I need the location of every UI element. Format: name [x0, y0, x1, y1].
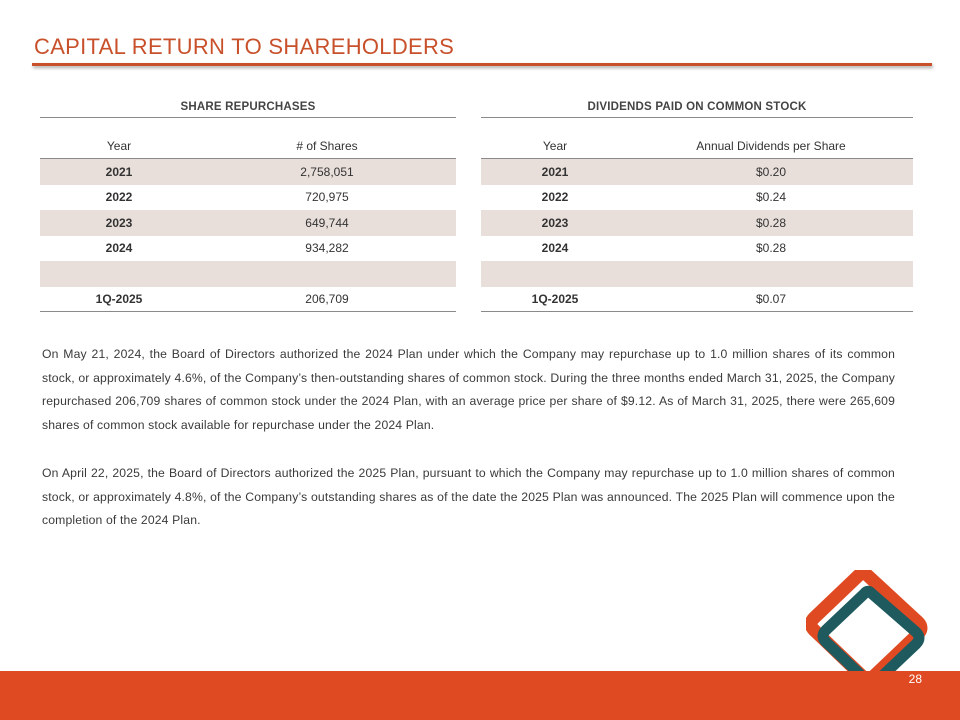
row-year: 2022	[105, 190, 133, 205]
table-row	[481, 236, 913, 262]
row-shares: 206,709	[305, 291, 349, 306]
page-number: 28	[908, 672, 922, 686]
table-header	[40, 118, 456, 159]
row-year: 2023	[541, 215, 569, 230]
column-header-year: Year	[542, 139, 568, 153]
table-title: DIVIDENDS PAID ON COMMON STOCK	[481, 96, 913, 118]
table-row	[40, 185, 456, 211]
row-shares: 649,744	[305, 215, 349, 230]
row-year: 2023	[105, 215, 133, 230]
table-row	[481, 210, 913, 236]
row-year: 2022	[541, 190, 569, 205]
row-shares: 720,975	[305, 190, 349, 205]
table-row	[481, 287, 913, 313]
column-header-dividends: Annual Dividends per Share	[696, 139, 846, 153]
row-year: 2021	[105, 164, 133, 179]
row-year: 1Q-2025	[95, 291, 143, 306]
body-paragraph: On April 22, 2025, the Board of Directors authorized the 2025 Plan, pursuant to which the Company may repurchase up to 1.0 million shares of common stock, or approximately 4.8%, of the Company’s outstanding shares as of the date the 2025 Plan was announced. The 2025 Plan will commence upon the completion of the 2024 Plan.	[42, 466, 895, 527]
table-row	[40, 210, 456, 236]
row-year: 2024	[105, 241, 133, 256]
table-header	[481, 118, 913, 159]
row-shares: 2,758,051	[300, 164, 354, 179]
row-dividend: $0.20	[755, 164, 787, 179]
column-header-shares: # of Shares	[296, 139, 358, 153]
title-divider	[32, 63, 932, 66]
row-year: 2024	[541, 241, 569, 256]
footer-bar	[0, 671, 960, 720]
table-row-spacer	[40, 261, 456, 287]
table-row	[40, 236, 456, 262]
dividends-table	[481, 96, 913, 312]
row-dividend: $0.24	[755, 190, 787, 205]
table-title: SHARE REPURCHASES	[40, 96, 456, 118]
row-year: 2021	[541, 164, 569, 179]
table-row-spacer	[481, 261, 913, 287]
page-title: CAPITAL RETURN TO SHAREHOLDERS	[34, 34, 455, 59]
table-row	[481, 159, 913, 185]
row-shares: 934,282	[305, 241, 349, 256]
share-repurchases-table	[40, 96, 456, 312]
table-row	[40, 159, 456, 185]
column-header-year: Year	[106, 139, 132, 153]
table-row	[481, 185, 913, 211]
row-year: 1Q-2025	[531, 291, 579, 306]
table-row	[40, 287, 456, 313]
row-dividend: $0.28	[755, 241, 787, 256]
row-dividend: $0.28	[755, 215, 787, 230]
body-paragraph: On May 21, 2024, the Board of Directors authorized the 2024 Plan under which the Company may repurchase up to 1.0 million shares of its common stock, or approximately 4.6%, of the Company’s then-outstanding shares of common stock. During the three months ended March 31, 2025, the Company repurchased 206,709 shares of common stock under the 2024 Plan, with an average price per share of $9.12. As of March 31, 2025, there were 265,609 shares of common stock available for repurchase under the 2024 Plan.	[42, 347, 895, 432]
row-dividend: $0.07	[755, 291, 787, 306]
